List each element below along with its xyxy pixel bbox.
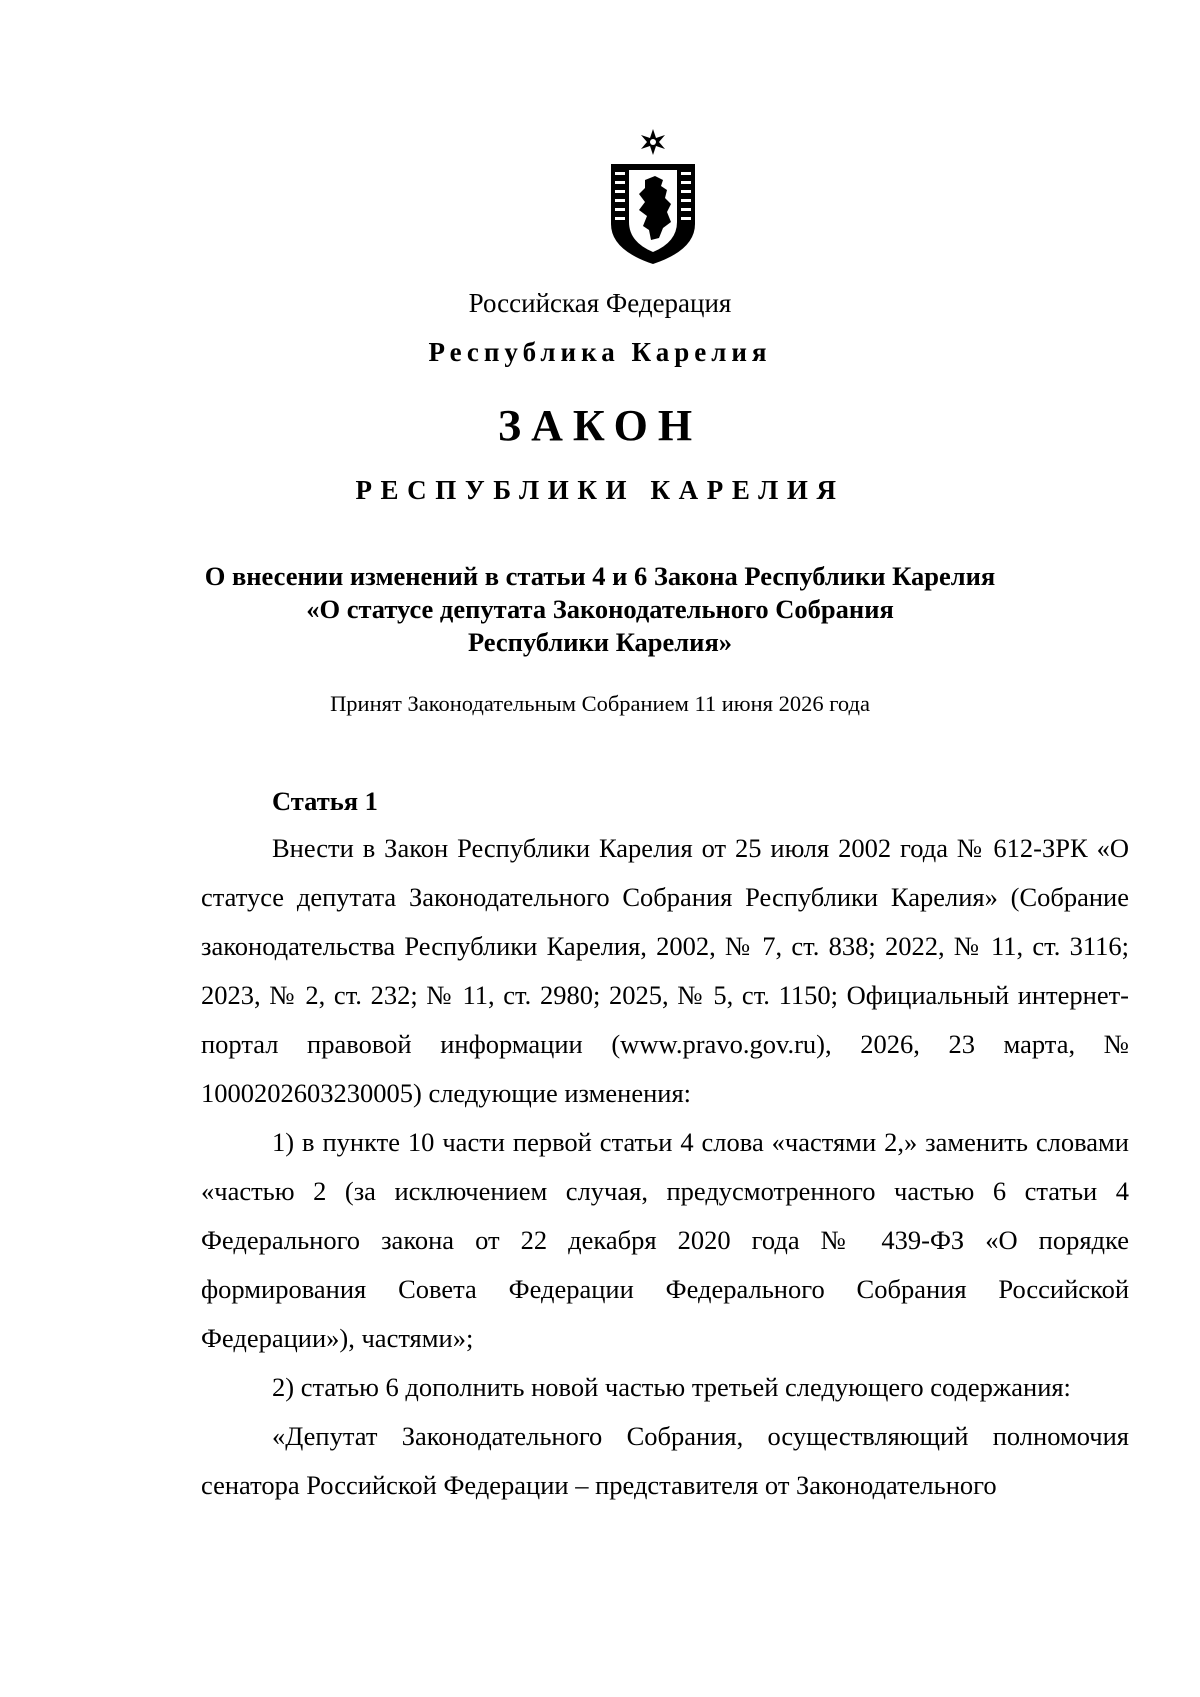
republic-name: Республика Карелия <box>428 337 772 367</box>
adoption-date: Принят Законодательным Собранием 11 июня 2026 года <box>330 691 870 716</box>
article-heading: Статья 1 <box>272 786 378 816</box>
country-name: Российская Федерация <box>468 288 732 318</box>
law-title-line-2: «О статусе депутата Законодательного Собрания <box>306 594 894 624</box>
article-paragraph: 1) в пункте 10 части первой статьи 4 слова «частями 2,» заменить словами «частью 2 (за исключением случая, предусмотренного частью 6 статьи 4 Федерального закона от 22 декабря 2020 года № 439-ФЗ «О порядке формирования Совета Федерации Федерального Собрания Российской Федерации»), частями»; <box>201 1127 1129 1353</box>
law-title-line-1: О внесении изменений в статьи 4 и 6 Закона Республики Карелия <box>204 561 996 591</box>
coat-of-arms-karelia-icon <box>605 128 701 266</box>
article-paragraph: «Депутат Законодательного Собрания, осуществляющий полномочия сенатора Российской Федерации – представителя от Законодательного <box>201 1421 1129 1500</box>
law-title-line-3: Республики Карелия» <box>467 627 733 657</box>
article-paragraph: Внести в Закон Республики Карелия от 25 июля 2002 года № 612-ЗРК «О статусе депутата Законодательного Собрания Республики Карелия» (Собрание законодательства Республики Карелия, 2002, № 7, ст. 838; 2022, № 11, ст. 3116; 2023, № 2, ст. 232; № 11, ст. 2980; 2025, № 5, ст. 1150; Официальный интернет-портал правовой информации (www.pravo.gov.ru), 2026, 23 марта, № 1000202603230005) следующие изменения: <box>201 833 1129 1108</box>
law-subheading: РЕСПУБЛИКИ КАРЕЛИЯ <box>355 475 845 505</box>
article-body <box>201 824 1129 1510</box>
law-heading: ЗАКОН <box>497 401 703 450</box>
article-paragraph: 2) статью 6 дополнить новой частью третьей следующего содержания: <box>272 1372 1071 1402</box>
